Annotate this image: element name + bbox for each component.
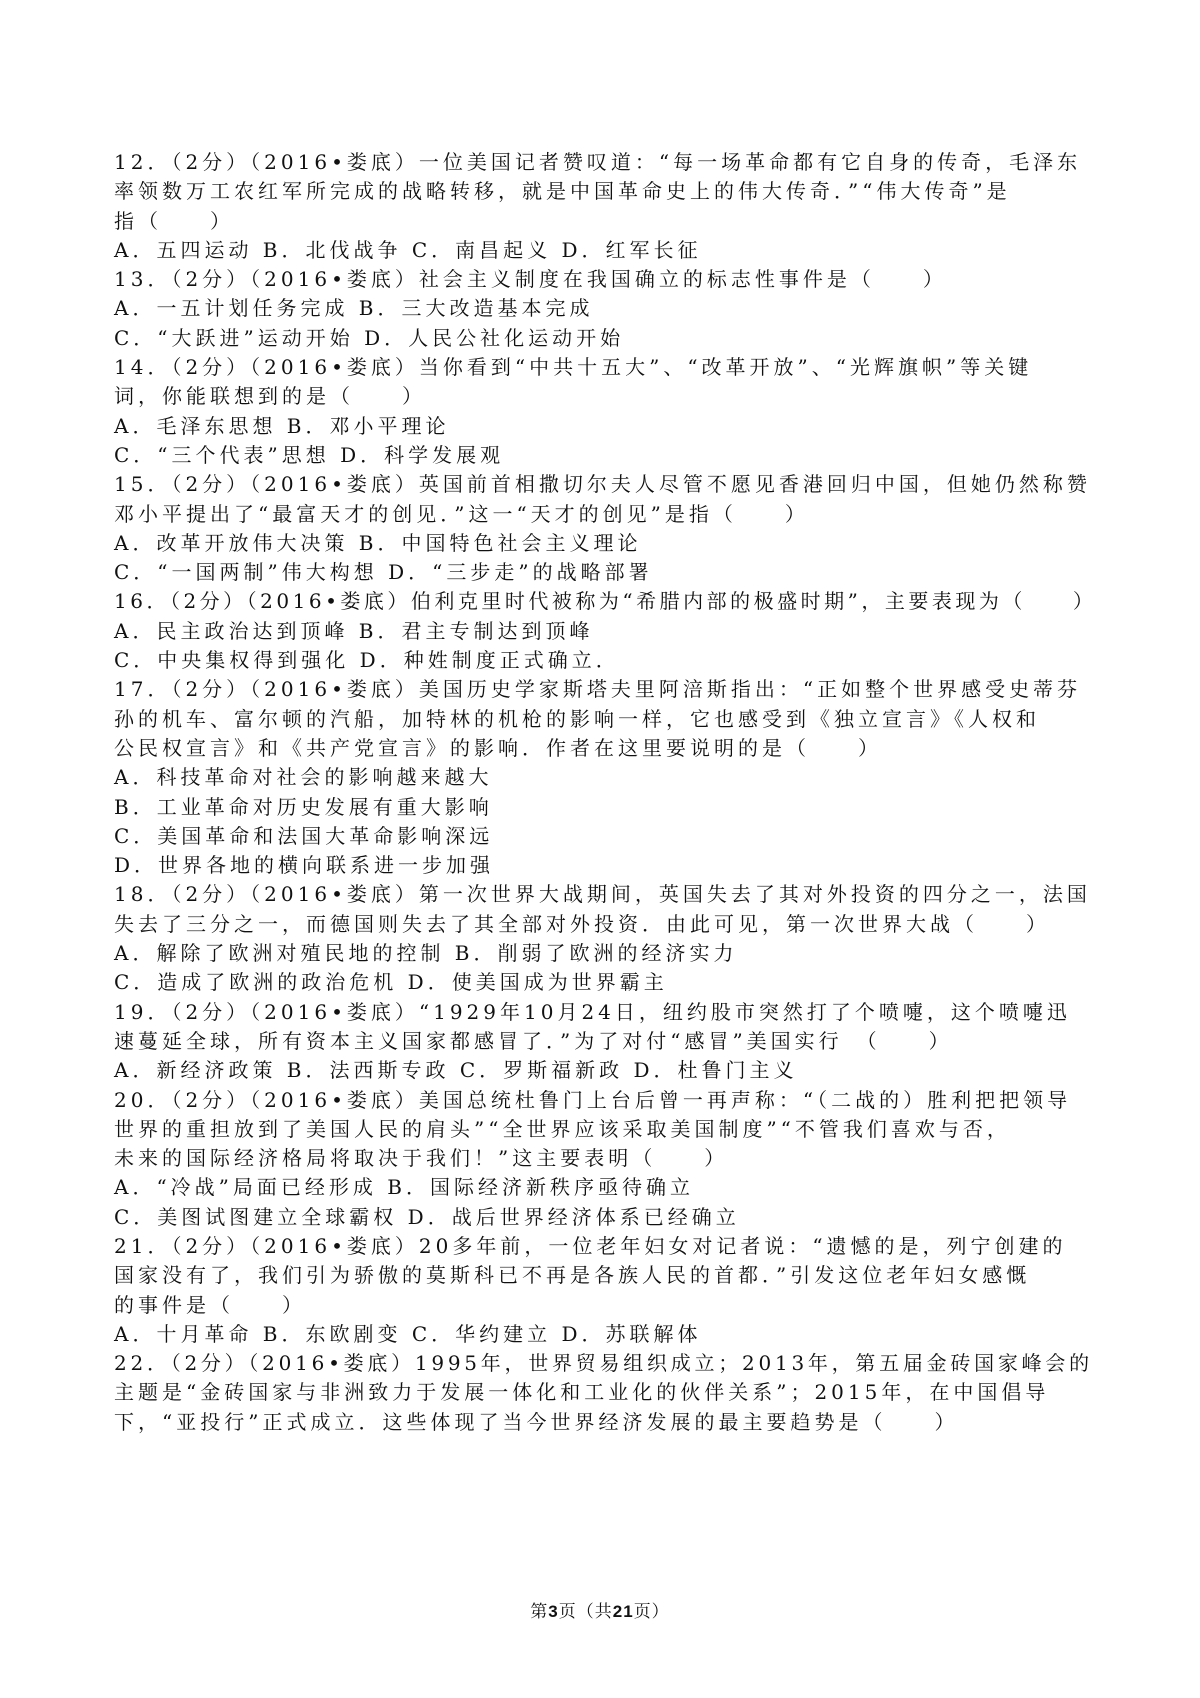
question-stem-line: 16．（2分）（2016•娄底）伯利克里时代被称为“希腊内部的极盛时期”，主要表现为（ ） [114,589,1097,614]
answer-options-line: A．五四运动 B．北伐战争 C．南昌起义 D．红军长征 [114,237,702,262]
footer-suffix: 页） [633,1602,670,1622]
question-block [114,675,1104,880]
answer-options-line: C．美国革命和法国大革命影响深远 [114,823,494,848]
question-stem-line: 速蔓延全球，所有资本主义国家都感冒了．”为了对付“感冒”美国实行 （ ） [114,1028,953,1053]
question-stem-line: 21．（2分）（2016•娄底）20多年前，一位老年妇女对记者说：“遗憾的是，列宁创建的 [114,1233,1067,1258]
question-stem-line: 22．（2分）（2016•娄底）1995年，世界贸易组织成立；2013年，第五届金砖国家峰会的 [114,1351,1093,1376]
answer-options-line: A．毛泽东思想 B．邓小平理论 [114,413,450,438]
answer-options-line: C．美图试图建立全球霸权 D．战后世界经济体系已经确立 [114,1204,740,1229]
question-stem-line: 的事件是（ ） [114,1292,306,1317]
answer-options-line: D．世界各地的横向联系进一步加强 [114,853,495,878]
question-stem-line: 20．（2分）（2016•娄底）美国总统杜鲁门上台后曾一再声称：“（二战的）胜利把把领导 [114,1087,1072,1112]
question-stem-line: 公民权宣言》和《共产党宣言》的影响．作者在这里要说明的是（ ） [114,735,882,760]
answer-options-line: A．民主政治达到顶峰 B．君主专制达到顶峰 [114,618,594,643]
question-stem-line: 失去了三分之一，而德国则失去了其全部对外投资．由此可见，第一次世界大战（ ） [114,911,1050,936]
question-stem-line: 12．（2分）（2016•娄底）一位美国记者赞叹道：“每一场革命都有它自身的传奇，毛泽东 [114,150,1082,174]
answer-options-line: A．改革开放伟大决策 B．中国特色社会主义理论 [114,530,642,555]
answer-options-line: C．“大跃进”运动开始 D．人民公社化运动开始 [114,325,625,350]
question-stem-line: 词，你能联想到的是（ ） [114,384,426,409]
question-stem-line: 17．（2分）（2016•娄底）美国历史学家斯塔夫里阿涪斯指出：“正如整个世界感受史蒂芬 [114,677,1082,702]
total-page-number: 21 [612,1602,634,1621]
question-block [114,148,1104,265]
answer-options-line: C．“一国两制”伟大构想 D．“三步走”的战略部署 [114,560,653,585]
answer-options-line: A．科技革命对社会的影响越来越大 [114,765,493,790]
answer-options-line: A．“冷战”局面已经形成 B．国际经济新秩序亟待确立 [114,1175,694,1200]
question-stem-line: 孙的机车、富尔顿的汽船，加特林的机枪的影响一样，它也感受到《独立宣言》《人权和 [114,706,1040,731]
question-block [114,587,1104,675]
question-block [114,1086,1104,1232]
question-stem-line: 15．（2分）（2016•娄底）英国前首相撒切尔夫人尽管不愿见香港回归中国，但她仍然称赞 [114,472,1091,497]
question-stem-line: 19．（2分）（2016•娄底）“1929年10月24日，纽约股市突然打了个喷嚏，这个喷嚏迅 [114,999,1071,1024]
question-stem-line: 世界的重担放到了美国人民的肩头”“全世界应该采取美国制度”“不管我们喜欢与否， [114,1116,1011,1141]
question-block [114,880,1104,997]
question-list [114,148,1104,1437]
question-stem-line: 邓小平提出了“最富天才的创见．”这一“天才的创见”是指（ ） [114,501,809,526]
footer-prefix: 第 [530,1602,549,1622]
question-stem-line: 下，“亚投行”正式成立．这些体现了当今世界经济发展的最主要趋势是（ ） [114,1409,959,1434]
answer-options-line: C．造成了欧洲的政治危机 D．使美国成为世界霸主 [114,970,668,995]
answer-options-line: C．“三个代表”思想 D．科学发展观 [114,442,505,467]
question-stem-line: 国家没有了，我们引为骄傲的莫斯科已不再是各族人民的首都．”引发这位老年妇女感慨 [114,1263,1031,1288]
question-stem-line: 14．（2分）（2016•娄底）当你看到“中共十五大”、“改革开放”、“光辉旗帜”等关键 [114,355,1033,380]
question-block [114,265,1104,353]
answer-options-line: C．中央集权得到强化 D．种姓制度正式确立． [114,648,620,673]
question-stem-line: 率领数万工农红军所完成的战略转移，就是中国革命史上的伟大传奇．”“伟大传奇”是 [114,179,1011,204]
question-stem-line: 主题是“金砖国家与非洲致力于发展一体化和工业化的伙伴关系”；2015年，在中国倡导 [114,1380,1050,1405]
question-stem-line: 未来的国际经济格局将取决于我们！”这主要表明（ ） [114,1146,729,1171]
question-stem-line: 18．（2分）（2016•娄底）第一次世界大战期间，英国失去了其对外投资的四分之一，法国 [114,882,1091,907]
answer-options-line: A．解除了欧洲对殖民地的控制 B．削弱了欧洲的经济实力 [114,941,738,966]
question-block [114,353,1104,470]
question-block [114,1349,1104,1437]
question-block [114,998,1104,1086]
footer-middle: 页（共 [558,1602,613,1622]
current-page-number: 3 [548,1602,559,1621]
question-stem-line: 13．（2分）（2016•娄底）社会主义制度在我国确立的标志性事件是（ ） [114,267,947,292]
answer-options-line: A．新经济政策 B．法西斯专政 C．罗斯福新政 D．杜鲁门主义 [114,1058,798,1083]
page-footer [0,1597,1200,1622]
answer-options-line: B．工业革命对历史发展有重大影响 [114,794,493,819]
question-block [114,470,1104,587]
question-block [114,1232,1104,1349]
answer-options-line: A．十月革命 B．东欧剧变 C．华约建立 D．苏联解体 [114,1321,702,1346]
answer-options-line: A．一五计划任务完成 B．三大改造基本完成 [114,296,594,321]
question-stem-line: 指（ ） [114,208,234,233]
